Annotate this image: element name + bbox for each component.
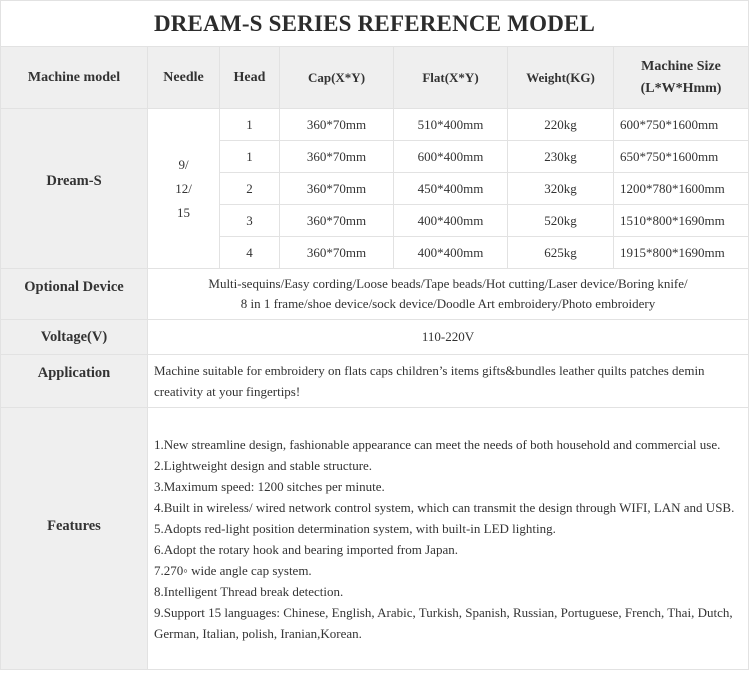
features-list — [148, 408, 749, 670]
cell-size: 600*750*1600mm — [614, 109, 749, 141]
table-row — [1, 109, 749, 141]
cell-cap: 360*70mm — [280, 205, 394, 237]
feature-item: 1.New streamline design, fashionable appearance can meet the needs of both household and commercial use. — [154, 436, 721, 452]
header-needle: Needle — [148, 47, 220, 109]
header-flat: Flat(X*Y) — [394, 47, 508, 109]
cell-head: 4 — [220, 237, 280, 269]
header-machine-size — [614, 47, 749, 109]
cell-flat: 450*400mm — [394, 173, 508, 205]
optional-device-value — [148, 269, 749, 320]
header-machine-size-line1: Machine Size — [641, 58, 721, 74]
cell-flat: 400*400mm — [394, 205, 508, 237]
cell-flat: 400*400mm — [394, 237, 508, 269]
feature-item: 2.Lightweight design and stable structure. — [154, 457, 373, 473]
feature-item: 7.270◦ wide angle cap system. — [154, 562, 312, 578]
feature-item: 9.Support 15 languages: Chinese, English, Arabic, Turkish, Spanish, Russian, Portuguese, French, Thai, Dutch, German, Italian, polish, Iranian,Korean. — [154, 604, 733, 641]
cell-size: 1510*800*1690mm — [614, 205, 749, 237]
header-cap: Cap(X*Y) — [280, 47, 394, 109]
header-weight: Weight(KG) — [508, 47, 614, 109]
cell-cap: 360*70mm — [280, 141, 394, 173]
feature-item: 6.Adopt the rotary hook and bearing imported from Japan. — [154, 541, 458, 557]
cell-head: 3 — [220, 205, 280, 237]
page-title: DREAM-S SERIES REFERENCE MODEL — [1, 1, 749, 47]
header-machine-size-line2: (L*W*Hmm) — [640, 80, 722, 96]
feature-item: 3.Maximum speed: 1200 sitches per minute. — [154, 478, 385, 494]
header-head: Head — [220, 47, 280, 109]
cell-flat: 600*400mm — [394, 141, 508, 173]
cell-weight: 625kg — [508, 237, 614, 269]
optional-device-line: Multi-sequins/Easy cording/Loose beads/Tape beads/Hot cutting/Laser device/Boring knife/ — [208, 276, 688, 291]
header-machine-model: Machine model — [1, 47, 148, 109]
cell-size: 1200*780*1600mm — [614, 173, 749, 205]
cell-size: 1915*800*1690mm — [614, 237, 749, 269]
application-label: Application — [1, 355, 148, 408]
cell-weight: 520kg — [508, 205, 614, 237]
cell-cap: 360*70mm — [280, 173, 394, 205]
feature-item: 5.Adopts red-light position determination system, with built-in LED lighting. — [154, 520, 556, 536]
application-text: Machine suitable for embroidery on flats caps children’s items gifts&bundles leather quilts patches demin creativity at your fingertips! — [148, 355, 749, 408]
needle-options — [148, 109, 220, 269]
cell-size: 650*750*1600mm — [614, 141, 749, 173]
cell-cap: 360*70mm — [280, 237, 394, 269]
optional-device-line: 8 in 1 frame/shoe device/sock device/Doodle Art embroidery/Photo embroidery — [240, 296, 656, 311]
cell-flat: 510*400mm — [394, 109, 508, 141]
needle-option: 15 — [177, 204, 190, 220]
cell-head: 2 — [220, 173, 280, 205]
voltage-label: Voltage(V) — [1, 320, 148, 355]
features-label: Features — [1, 408, 148, 670]
cell-head: 1 — [220, 109, 280, 141]
cell-cap: 360*70mm — [280, 109, 394, 141]
cell-weight: 230kg — [508, 141, 614, 173]
optional-device-label: Optional Device — [1, 269, 148, 320]
feature-item: 4.Built in wireless/ wired network control system, which can transmit the design through WIFI, LAN and USB. — [154, 499, 735, 515]
cell-weight: 220kg — [508, 109, 614, 141]
needle-option: 12/ — [175, 180, 192, 196]
cell-head: 1 — [220, 141, 280, 173]
cell-weight: 320kg — [508, 173, 614, 205]
feature-item: 8.Intelligent Thread break detection. — [154, 583, 344, 599]
model-name: Dream-S — [1, 109, 148, 269]
voltage-value: 110-220V — [148, 320, 749, 355]
needle-option: 9/ — [178, 156, 189, 172]
